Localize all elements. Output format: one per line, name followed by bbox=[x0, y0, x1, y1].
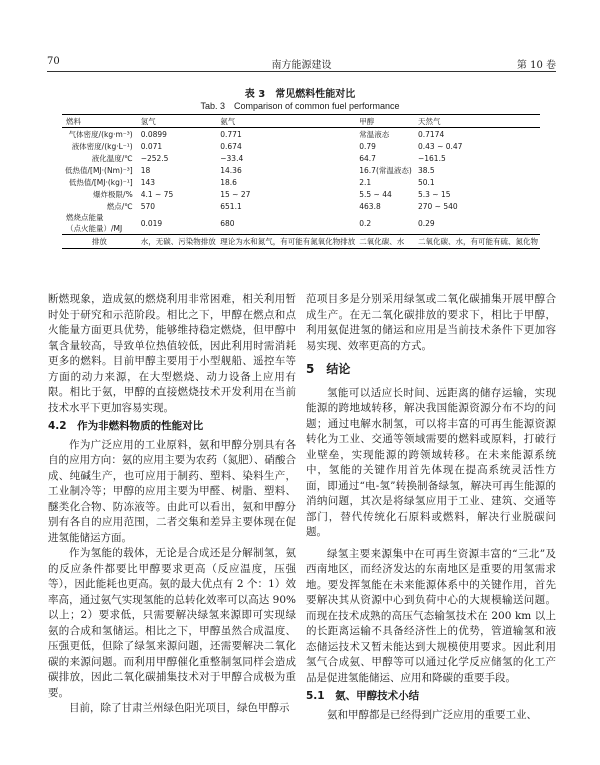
table-cell: 0.43 ~ 0.47 bbox=[417, 141, 463, 151]
paragraph: 作为氢能的载体，无论是合成还是分解制氢，氨的反应条件都要比甲醇要求更高（反应温度，压强等），因此能耗也更高。氨的最大优点有 2 个：1）效率高，通过氨气实现氢能的总转化效率可以高达 90% 以上；2）要求低，只需要解决绿氢来源即可实现绿氨的合成和氢储运。相比之下，甲醇虽然合成温度、压强更低，但除了绿氢来源问题，还需要解决二氧化碳的来源问题。而利用甲醇催化重整制氢同样会造成碳排放，因此二氧化碳捕集技术对于甲醇合成极为重要。 bbox=[48, 547, 296, 699]
left-column bbox=[48, 292, 296, 717]
table-cell: 二氧化碳、水 bbox=[357, 235, 416, 249]
table-cell: 0.071 bbox=[140, 141, 163, 151]
table-title-en: Tab. 3 Comparison of common fuel performance bbox=[200, 101, 400, 111]
row-label bbox=[62, 212, 139, 235]
table-cell: 651.1 bbox=[220, 201, 242, 211]
table-row bbox=[62, 188, 540, 200]
paragraph: 断燃现象，造成氨的燃烧利用非常困难，相关利用暂时处于研究和示范阶段。相比之下，甲醇在燃点和点火能量方面更具优势，能够维持稳定燃烧，但甲醇中氧含量较高，导致单位热值较低，因此利用时需消耗更多的燃料。目前甲醇主要用于小型舰船、遥控车等方面的动力来源，在大型燃烧、动力设备上应用有限。相比于氨，甲醇的直接燃烧技术开发利用在当前技术水平下更加容易实现。 bbox=[48, 293, 296, 414]
paragraph: 作为广泛应用的工业原料，氨和甲醇分别具有各自的应用方向：氨的应用主要为农药（氮肥）、硝酸合成、纯碱生产，也可应用于制药、塑料、染料生产，工业制冷等；甲醇的应用主要为甲醛、树脂、塑料、醚类化合物、防冻液等。由此可以看出，氨和甲醇分别有各自的应用范围，二者交集和差异主要体现在促进氢能储运方面。 bbox=[48, 438, 296, 544]
table-cell: −33.4 bbox=[220, 153, 244, 163]
row-label: 爆炸极限/% bbox=[93, 189, 133, 199]
table-cell: 680 bbox=[220, 218, 235, 228]
table-row bbox=[62, 140, 540, 152]
table-cell: 常温液态 bbox=[359, 129, 390, 139]
section-heading-4-2: 4.2 作为非燃料物质的性能对比 bbox=[48, 420, 204, 432]
table-row bbox=[62, 212, 540, 235]
table-cell: 5.3 ~ 15 bbox=[417, 189, 451, 199]
table-row bbox=[62, 176, 540, 188]
header-cell: 氨气 bbox=[218, 115, 357, 128]
paragraph: 范项目多是分别采用绿氢或二氧化碳捕集开展甲醇合成生产。在无二氧化碳排放的要求下，相比于甲醇，利用氨促进氢的储运和应用是当前技术条件下更加容易实现、效率更高的方式。 bbox=[306, 293, 556, 352]
table-row bbox=[62, 152, 540, 164]
journal-name: 南方能源建设 bbox=[271, 60, 332, 71]
right-column bbox=[306, 292, 556, 723]
table-cell: 463.8 bbox=[359, 201, 381, 211]
header-cell: 甲醇 bbox=[357, 115, 416, 128]
volume-label: 第 10 卷 bbox=[516, 60, 556, 71]
table-cell: 二氧化碳、水，有可能有硫、氮化物 bbox=[416, 235, 540, 249]
table-cell: 0.019 bbox=[140, 218, 163, 228]
table-cell: 5.5 ~ 44 bbox=[359, 189, 392, 199]
table-cell: 143 bbox=[140, 177, 156, 187]
row-label: 气体密度/(kg·m⁻³) bbox=[68, 129, 133, 139]
row-label-line: 燃烧点能量 bbox=[66, 213, 104, 222]
header-cell: 燃料 bbox=[62, 115, 139, 128]
table-cell: 0.771 bbox=[220, 129, 242, 139]
row-label: 液化温度/℃ bbox=[91, 153, 133, 163]
table-cell: 270 ~ 540 bbox=[417, 201, 458, 211]
table-cell: 0.0899 bbox=[140, 129, 167, 139]
row-label: 低热值/[MJ·(Nm)⁻³] bbox=[65, 165, 133, 175]
paragraph: 氢能可以适应长时间、远距离的储存运输，实现能源的跨地域转移，解决我国能源资源分布不均的问题；通过电解水制氢，可以将丰富的可再生能源资源转化为工业、交通等领域需要的燃料或原料，打破行业壁垒，实现能源的跨领域转移。在未来能源系统中，氢能的关键作用首先体现在提高系统灵活性方面，即通过“电-氢”转换制备绿氢，解决可再生能源的消纳问题，其次是将绿氢应用于工业、建筑、交通等部门，替代传统化石原料或燃料，解决行业脱碳问题。 bbox=[306, 386, 556, 538]
table-cell: 18 bbox=[140, 165, 151, 175]
table-cell: 水，无碳、污染物排放 bbox=[139, 235, 219, 249]
page-number: 70 bbox=[47, 56, 60, 67]
paragraph: 目前，除了甘肃兰州绿色阳光项目，绿色甲醇示 bbox=[69, 702, 290, 714]
row-label: 低热值/[MJ·(kg)⁻¹] bbox=[68, 177, 133, 187]
row-label: 排放 bbox=[62, 235, 139, 249]
table-cell: 18.6 bbox=[220, 177, 237, 187]
table-cell: 2.1 bbox=[359, 177, 372, 187]
table-cell: −161.5 bbox=[417, 153, 446, 163]
table-row bbox=[62, 164, 540, 176]
table-row bbox=[62, 235, 540, 249]
table-cell: 0.2 bbox=[359, 218, 372, 228]
section-heading-5-1: 5.1 氨、甲醇技术小结 bbox=[306, 690, 420, 702]
row-label: 燃点/℃ bbox=[106, 201, 133, 211]
table-cell: 0.79 bbox=[359, 141, 376, 151]
table-cell: 0.7174 bbox=[417, 129, 445, 139]
section-heading-5: 5 结论 bbox=[306, 362, 351, 376]
fuel-comparison-table bbox=[62, 114, 540, 249]
table-cell: 0.674 bbox=[220, 141, 242, 151]
table-title-cn: 表 3 常见燃料性能对比 bbox=[244, 89, 356, 100]
table-header-row bbox=[62, 115, 540, 128]
paragraph: 绿氢主要来源集中在可再生资源丰富的“三北”及西南地区，而经济发达的东南地区是重要的用氢需求地。要发挥氢能在未来能源体系中的关键作用，首先要解决其从资源中心到负荷中心的大规模输送问题。而现在技术成熟的高压气态输氢技术在 200 km 以上的长距离运输不具备经济性上的优势，管道输氢和液态储运技术又暂未能达到大规模使用要求。因此利用氢气合成氨、甲醇等可以通过化学反应储氢的化工产品是促进氢能储运、应用和降碳的重要手段。 bbox=[306, 547, 556, 684]
header-cell: 天然气 bbox=[416, 115, 540, 128]
table-cell: 570 bbox=[140, 201, 156, 211]
table-cell: 0.29 bbox=[417, 218, 435, 228]
table-cell: 50.1 bbox=[417, 177, 435, 187]
row-label-line: （点火能量）/MJ bbox=[66, 224, 123, 233]
table-cell: 4.1 ~ 75 bbox=[140, 189, 174, 199]
row-label: 液体密度/(kg·L⁻¹) bbox=[71, 141, 133, 151]
table-cell: 38.5 bbox=[417, 165, 435, 175]
table-row bbox=[62, 200, 540, 212]
table-cell: −252.5 bbox=[140, 153, 169, 163]
table-cell: 理论为水和氮气，有可能有氮氧化物排放 bbox=[218, 235, 357, 249]
header-cell: 氢气 bbox=[139, 115, 219, 128]
table-cell: 15 ~ 27 bbox=[220, 189, 251, 199]
page-header bbox=[47, 53, 556, 72]
table-cell: 16.7(常温液态) bbox=[359, 165, 412, 175]
paragraph: 氨和甲醇都是已经得到广泛应用的重要工业、 bbox=[327, 708, 537, 721]
table-cell: 64.7 bbox=[359, 153, 376, 163]
table-row bbox=[62, 128, 540, 141]
table-cell: 14.36 bbox=[220, 165, 242, 175]
